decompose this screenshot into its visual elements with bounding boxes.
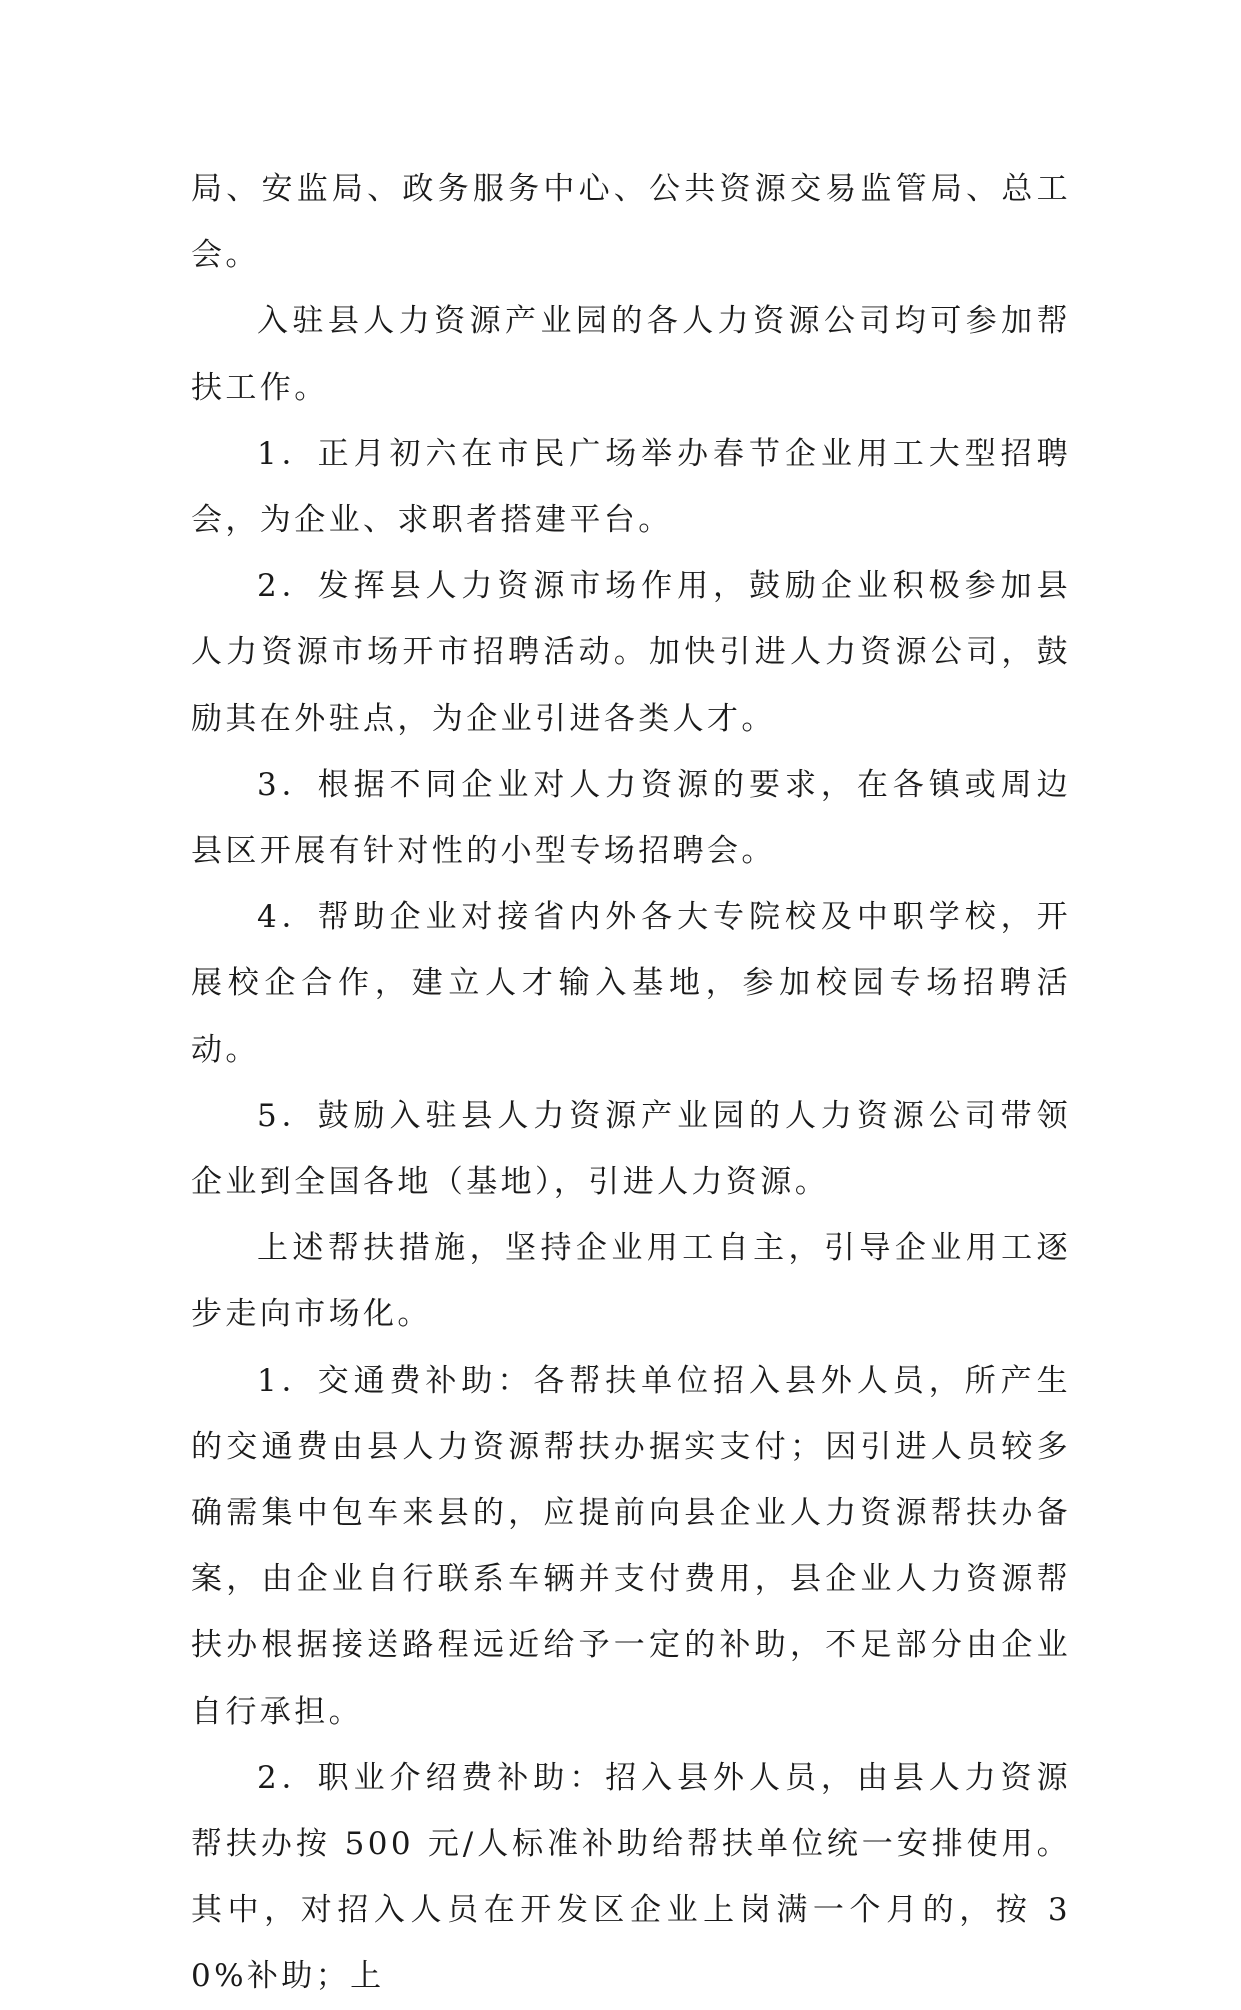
paragraph-5: 3．根据不同企业对人力资源的要求，在各镇或周边县区开展有针对性的小型专场招聘会。	[191, 766, 1071, 870]
paragraph-2: 入驻县人力资源产业园的各人力资源公司均可参加帮扶工作。	[191, 303, 1071, 406]
document-body	[191, 156, 1071, 2010]
paragraph-8: 上述帮扶措施，坚持企业用工自主，引导企业用工逐步走向市场化。	[191, 1230, 1071, 1333]
paragraph-6: 4．帮助企业对接省内外各大专院校及中职学校，开展校企合作，建立人才输入基地，参加校园专场招聘活动。	[191, 899, 1071, 1068]
paragraph-1: 局、安监局、政务服务中心、公共资源交易监管局、总工会。	[191, 171, 1071, 274]
paragraph-7: 5．鼓励入驻县人力资源产业园的人力资源公司带领企业到全国各地（基地），引进人力资源。	[191, 1097, 1071, 1201]
paragraph-3: 1．正月初六在市民广场举办春节企业用工大型招聘会，为企业、求职者搭建平台。	[191, 435, 1071, 539]
paragraph-10: 2．职业介绍费补助：招入县外人员，由县人力资源帮扶办按 500 元/人标准补助给帮扶单位统一安排使用。其中，对招入人员在开发区企业上岗满一个月的，按 30%补助；上	[191, 1759, 1071, 1995]
paragraph-9: 1．交通费补助：各帮扶单位招入县外人员，所产生的交通费由县人力资源帮扶办据实支付；因引进人员较多确需集中包车来县的，应提前向县企业人力资源帮扶办备案，由企业自行联系车辆并支付费用，县企业人力资源帮扶办根据接送路程远近给予一定的补助，不足部分由企业自行承担。	[191, 1362, 1071, 1730]
paragraph-4: 2．发挥县人力资源市场作用，鼓励企业积极参加县人力资源市场开市招聘活动。加快引进人力资源公司，鼓励其在外驻点，为企业引进各类人才。	[191, 568, 1071, 737]
